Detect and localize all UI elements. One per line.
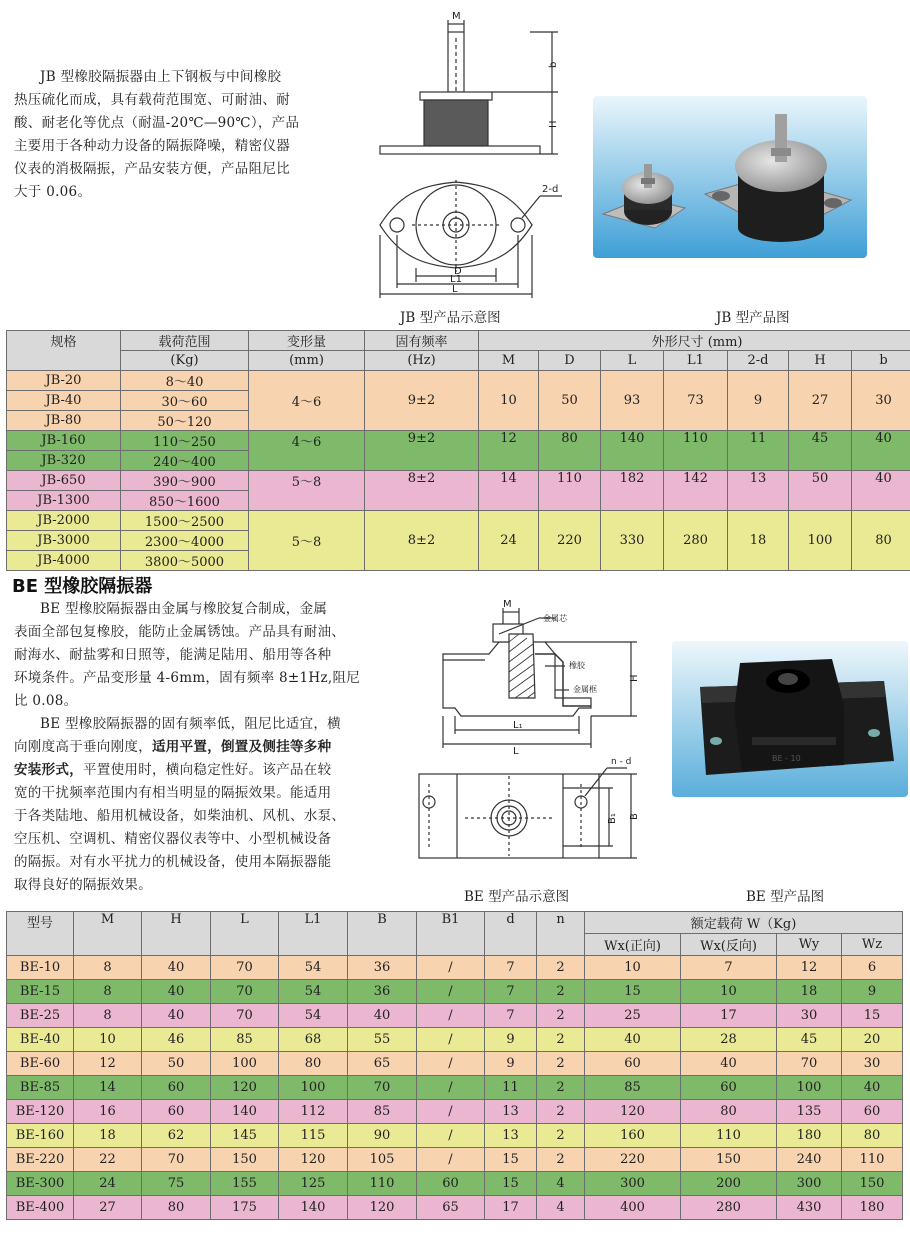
be-value-cell: 100 [211, 1052, 279, 1076]
jb-dim: 10 [479, 371, 539, 431]
jb-dim: 142 [664, 471, 728, 511]
table-row [7, 1172, 903, 1196]
be-value-cell: 80 [142, 1196, 211, 1220]
be-desc-line: 比 0.08。 [14, 693, 78, 709]
jb-dim: 100 [789, 511, 852, 571]
be-value-cell: 100 [777, 1076, 842, 1100]
table-row [7, 471, 910, 491]
be-value-cell: / [417, 980, 485, 1004]
be-value-cell: 54 [279, 1004, 348, 1028]
jb-dim: 12 [479, 431, 539, 471]
be-value-cell: 68 [279, 1028, 348, 1052]
be-value-cell: 65 [348, 1052, 417, 1076]
be-value-cell: 10 [681, 980, 777, 1004]
be-section-title: BE 型橡胶隔振器 [12, 576, 153, 597]
be-value-cell: 80 [681, 1100, 777, 1124]
be-value-cell: 8 [74, 956, 142, 980]
be-value-cell: 40 [142, 980, 211, 1004]
table-row [7, 1196, 903, 1220]
be-header-load-col: Wx(反向) [681, 934, 777, 956]
jb-dim-l1-label: L1 [450, 274, 462, 285]
jb-model: JB-2000 [7, 511, 121, 531]
jb-header-spec: 规格 [7, 331, 121, 371]
be-model-cell: BE-220 [7, 1148, 74, 1172]
jb-model: JB-80 [7, 411, 121, 431]
jb-freq: 9±2 [365, 371, 479, 431]
be-desc-line: BE 型橡胶隔振器由金属与橡胶复合制成，金属 [40, 601, 328, 617]
be-value-cell: 80 [842, 1124, 903, 1148]
be-value-cell: / [417, 1148, 485, 1172]
be-frame-label: 金属框 [573, 685, 597, 694]
jb-dim: 110 [664, 431, 728, 471]
be-value-cell: 54 [279, 956, 348, 980]
jb-diagram [372, 10, 572, 300]
be-value-cell: 13 [485, 1100, 537, 1124]
be-value-cell: 65 [417, 1196, 485, 1220]
table-row [7, 956, 903, 980]
be-value-cell: 4 [537, 1196, 585, 1220]
be-model-cell: BE-120 [7, 1100, 74, 1124]
be-value-cell: 9 [485, 1052, 537, 1076]
jb-dim: 93 [601, 371, 664, 431]
be-desc-line: 的隔振。对有水平扰力的机械设备，使用本隔振器能 [14, 854, 332, 870]
jb-dim: 45 [789, 431, 852, 471]
be-photo-caption: BE 型产品图 [746, 889, 825, 905]
jb-dim: 9 [728, 371, 789, 431]
jb-header-dim-col: L1 [664, 351, 728, 371]
be-model-cell: BE-10 [7, 956, 74, 980]
be-value-cell: 36 [348, 980, 417, 1004]
be-value-cell: 160 [585, 1124, 681, 1148]
be-value-cell: 115 [279, 1124, 348, 1148]
jb-dim: 13 [728, 471, 789, 511]
jb-deform: 4～6 [249, 371, 365, 431]
be-value-cell: 15 [485, 1148, 537, 1172]
table-row [7, 1076, 903, 1100]
be-value-cell: 180 [777, 1124, 842, 1148]
be-desc-line [14, 736, 404, 759]
be-value-cell: 55 [348, 1028, 417, 1052]
be-value-cell: / [417, 1052, 485, 1076]
be-value-cell: 120 [279, 1148, 348, 1172]
table-row [7, 371, 910, 391]
be-value-cell: 300 [777, 1172, 842, 1196]
table-row [7, 1148, 903, 1172]
be-dim-h-label: H [629, 674, 640, 682]
jb-diagram-caption: JB 型产品示意图 [400, 310, 501, 326]
jb-dim: 220 [539, 511, 601, 571]
jb-dim: 27 [789, 371, 852, 431]
be-diagram [415, 598, 650, 880]
be-header-col: L [211, 912, 279, 956]
be-value-cell: 2 [537, 1076, 585, 1100]
table-row [7, 980, 903, 1004]
be-model-cell: BE-40 [7, 1028, 74, 1052]
jb-dim-2d-label: 2-d [542, 184, 559, 195]
be-value-cell: / [417, 1028, 485, 1052]
be-value-cell: 85 [211, 1028, 279, 1052]
table-row [7, 1052, 903, 1076]
jb-dim: 80 [852, 511, 910, 571]
be-value-cell: 4 [537, 1172, 585, 1196]
be-header-col: B1 [417, 912, 485, 956]
be-dim-b1-label: B₁ [607, 813, 618, 824]
be-header-col: M [74, 912, 142, 956]
be-desc-line: 耐海水、耐盐雾和日照等，能满足陆用、船用等各种 [14, 647, 332, 663]
be-value-cell: 85 [348, 1100, 417, 1124]
be-desc-line: BE 型橡胶隔振器的固有频率低，阻尼比适宜，横 [40, 716, 341, 732]
jb-header-deform-unit: (mm) [249, 351, 365, 371]
be-value-cell: 135 [777, 1100, 842, 1124]
jb-deform: 5～8 [249, 511, 365, 571]
jb-model: JB-20 [7, 371, 121, 391]
be-value-cell: 40 [142, 956, 211, 980]
be-model-cell: BE-85 [7, 1076, 74, 1100]
be-desc-line: 宽的干扰频率范围内有相当明显的隔振效果。能适用 [14, 785, 332, 801]
be-value-cell: 6 [842, 956, 903, 980]
be-value-cell: 120 [585, 1100, 681, 1124]
be-value-cell: 10 [585, 956, 681, 980]
be-dim-l-label: L [513, 746, 519, 757]
be-value-cell: 60 [681, 1076, 777, 1100]
be-value-cell: 2 [537, 956, 585, 980]
be-value-cell: 70 [142, 1148, 211, 1172]
jb-header-dims: 外形尺寸 (mm) [479, 331, 910, 351]
jb-intro-line: 酸、耐老化等优点（耐温-20℃—90℃），产品 [14, 115, 300, 131]
jb-load: 390～900 [121, 471, 249, 491]
be-value-cell: 27 [74, 1196, 142, 1220]
be-value-cell: 140 [279, 1196, 348, 1220]
jb-header-dim-col: M [479, 351, 539, 371]
jb-intro-line: 仪表的消极隔振，产品安装方便，产品阻尼比 [14, 161, 290, 177]
be-value-cell: 9 [485, 1028, 537, 1052]
jb-model: JB-320 [7, 451, 121, 471]
jb-load: 2300～4000 [121, 531, 249, 551]
be-value-cell: 400 [585, 1196, 681, 1220]
be-value-cell: 45 [777, 1028, 842, 1052]
be-description [14, 598, 404, 897]
jb-dim: 40 [852, 431, 910, 471]
be-desc-text: 平置使用时，横向稳定性好。该产品在较 [83, 762, 332, 778]
be-value-cell: 100 [279, 1076, 348, 1100]
jb-dim: 11 [728, 431, 789, 471]
be-value-cell: 30 [777, 1004, 842, 1028]
jb-header-dim-col: b [852, 351, 910, 371]
jb-spec-table [6, 330, 910, 571]
jb-intro-line: JB 型橡胶隔振器由上下钢板与中间橡胶 [40, 69, 282, 85]
jb-dim-d-label: D [454, 266, 462, 277]
jb-dim: 182 [601, 471, 664, 511]
be-value-cell: 17 [485, 1196, 537, 1220]
jb-photo-caption: JB 型产品图 [716, 310, 790, 326]
jb-model: JB-650 [7, 471, 121, 491]
jb-dim: 18 [728, 511, 789, 571]
be-model-cell: BE-300 [7, 1172, 74, 1196]
be-desc-line: 环境条件。产品变形量 4-6mm，固有频率 8±1Hz,阻尼 [14, 670, 361, 686]
jb-header-dim-col: 2-d [728, 351, 789, 371]
be-value-cell: 2 [537, 1100, 585, 1124]
jb-load: 30～60 [121, 391, 249, 411]
be-value-cell: 80 [279, 1052, 348, 1076]
be-model-cell: BE-400 [7, 1196, 74, 1220]
table-row [7, 1004, 903, 1028]
be-desc-line: 表面全部包复橡胶，能防止金属锈蚀。产品具有耐油、 [14, 624, 346, 640]
be-header-model: 型号 [7, 912, 74, 956]
be-value-cell: 70 [348, 1076, 417, 1100]
be-value-cell: 40 [142, 1004, 211, 1028]
be-value-cell: 18 [74, 1124, 142, 1148]
jb-deform: 5～8 [249, 471, 365, 511]
be-header-load-col: Wz [842, 934, 903, 956]
be-value-cell: 300 [585, 1172, 681, 1196]
be-value-cell: 24 [74, 1172, 142, 1196]
jb-freq: 8±2 [365, 471, 479, 511]
be-value-cell: 155 [211, 1172, 279, 1196]
jb-model: JB-160 [7, 431, 121, 451]
be-header-col: L1 [279, 912, 348, 956]
be-value-cell: 30 [842, 1052, 903, 1076]
jb-load: 110～250 [121, 431, 249, 451]
jb-dim: 24 [479, 511, 539, 571]
be-value-cell: / [417, 1004, 485, 1028]
be-value-cell: 40 [681, 1052, 777, 1076]
be-header-col: n [537, 912, 585, 956]
jb-load: 50～120 [121, 411, 249, 431]
be-header-col: d [485, 912, 537, 956]
be-value-cell: 17 [681, 1004, 777, 1028]
be-value-cell: 110 [348, 1172, 417, 1196]
jb-dim-l-label: L [452, 284, 458, 295]
jb-load: 240～400 [121, 451, 249, 471]
jb-dim: 110 [539, 471, 601, 511]
be-value-cell: 60 [142, 1076, 211, 1100]
be-header-load-col: Wx(正向) [585, 934, 681, 956]
be-value-cell: 60 [417, 1172, 485, 1196]
jb-dim-h-label: H [548, 120, 559, 128]
be-value-cell: 105 [348, 1148, 417, 1172]
be-value-cell: / [417, 1124, 485, 1148]
jb-dim: 50 [789, 471, 852, 511]
be-core-label: 金属芯 [543, 614, 567, 623]
be-value-cell: 70 [211, 956, 279, 980]
be-value-cell: 7 [485, 980, 537, 1004]
be-value-cell: 18 [777, 980, 842, 1004]
be-spec-table [6, 911, 903, 1220]
be-photo-stamp: BE - 10 [772, 754, 801, 763]
be-value-cell: 8 [74, 980, 142, 1004]
be-header-load: 额定载荷 W（Kg) [585, 912, 903, 934]
jb-header-load-unit: (Kg) [121, 351, 249, 371]
be-model-cell: BE-160 [7, 1124, 74, 1148]
be-desc-line: 空压机、空调机、精密仪器仪表等中、小型机械设备 [14, 831, 332, 847]
be-desc-line: 于各类陆地、船用机械设备，如柴油机、风机、水泵、 [14, 808, 346, 824]
jb-header-freq: 固有频率 [365, 331, 479, 351]
jb-dim: 140 [601, 431, 664, 471]
jb-header-load: 载荷范围 [121, 331, 249, 351]
jb-freq: 9±2 [365, 431, 479, 471]
be-value-cell: 145 [211, 1124, 279, 1148]
be-value-cell: 40 [585, 1028, 681, 1052]
be-value-cell: / [417, 956, 485, 980]
jb-header-deform: 变形量 [249, 331, 365, 351]
be-model-cell: BE-15 [7, 980, 74, 1004]
be-value-cell: 15 [585, 980, 681, 1004]
be-value-cell: 7 [681, 956, 777, 980]
be-desc-emphasis: 适用平置，倒置及侧挂等多种 [152, 739, 332, 755]
be-nd-label: n - d [611, 757, 632, 767]
be-desc-text: 向刚度高于垂向刚度， [14, 739, 152, 755]
jb-dim: 330 [601, 511, 664, 571]
jb-model: JB-1300 [7, 491, 121, 511]
be-value-cell: 150 [211, 1148, 279, 1172]
jb-product-photo [593, 96, 867, 258]
be-model-cell: BE-25 [7, 1004, 74, 1028]
be-value-cell: 14 [74, 1076, 142, 1100]
be-value-cell: 2 [537, 980, 585, 1004]
jb-dim-m-label: M [452, 11, 461, 22]
be-value-cell: 60 [585, 1052, 681, 1076]
jb-dim: 73 [664, 371, 728, 431]
be-value-cell: 240 [777, 1148, 842, 1172]
be-value-cell: / [417, 1076, 485, 1100]
be-value-cell: 220 [585, 1148, 681, 1172]
jb-header-dim-col: D [539, 351, 601, 371]
jb-model: JB-40 [7, 391, 121, 411]
be-value-cell: 62 [142, 1124, 211, 1148]
be-value-cell: 36 [348, 956, 417, 980]
be-value-cell: 2 [537, 1052, 585, 1076]
table-row [7, 431, 910, 451]
be-product-photo [672, 641, 908, 797]
table-row [7, 1124, 903, 1148]
be-desc-emphasis: 安装形式， [14, 762, 83, 778]
jb-dim: 80 [539, 431, 601, 471]
be-model-cell: BE-60 [7, 1052, 74, 1076]
be-value-cell: 75 [142, 1172, 211, 1196]
be-value-cell: 150 [681, 1148, 777, 1172]
be-value-cell: 2 [537, 1148, 585, 1172]
jb-header-freq-unit: (Hz) [365, 351, 479, 371]
be-value-cell: 12 [74, 1052, 142, 1076]
jb-model: JB-3000 [7, 531, 121, 551]
be-value-cell: 8 [74, 1004, 142, 1028]
be-value-cell: 2 [537, 1124, 585, 1148]
be-table-body [7, 956, 903, 1220]
be-value-cell: 13 [485, 1124, 537, 1148]
jb-dim: 40 [852, 471, 910, 511]
be-value-cell: 120 [211, 1076, 279, 1100]
be-value-cell: 125 [279, 1172, 348, 1196]
be-value-cell: 2 [537, 1028, 585, 1052]
jb-dim-b-label: b [548, 61, 559, 68]
be-value-cell: 200 [681, 1172, 777, 1196]
jb-intro-line: 大于 0.06。 [14, 184, 92, 200]
be-value-cell: 46 [142, 1028, 211, 1052]
jb-intro-line: 热压硫化而成，具有载荷范围宽、可耐油、耐 [14, 92, 290, 108]
be-value-cell: 180 [842, 1196, 903, 1220]
be-value-cell: 11 [485, 1076, 537, 1100]
be-value-cell: 25 [585, 1004, 681, 1028]
be-value-cell: 28 [681, 1028, 777, 1052]
be-desc-line [14, 759, 404, 782]
be-value-cell: 150 [842, 1172, 903, 1196]
be-value-cell: 10 [74, 1028, 142, 1052]
jb-load: 850～1600 [121, 491, 249, 511]
jb-load: 3800～5000 [121, 551, 249, 571]
jb-model: JB-4000 [7, 551, 121, 571]
jb-dim: 50 [539, 371, 601, 431]
be-value-cell: 7 [485, 1004, 537, 1028]
be-value-cell: 15 [485, 1172, 537, 1196]
jb-load: 1500～2500 [121, 511, 249, 531]
be-dim-l1-label: L₁ [513, 720, 523, 731]
be-value-cell: 60 [842, 1100, 903, 1124]
be-value-cell: 40 [842, 1076, 903, 1100]
be-header-col: H [142, 912, 211, 956]
be-value-cell: 280 [681, 1196, 777, 1220]
be-value-cell: 70 [211, 1004, 279, 1028]
be-value-cell: 140 [211, 1100, 279, 1124]
jb-intro [14, 66, 354, 204]
be-value-cell: 175 [211, 1196, 279, 1220]
be-rubber-label: 橡胶 [569, 661, 585, 670]
be-diagram-caption: BE 型产品示意图 [464, 889, 570, 905]
be-value-cell: 110 [681, 1124, 777, 1148]
jb-freq: 8±2 [365, 511, 479, 571]
be-dim-m-label: M [503, 599, 512, 610]
be-value-cell: 20 [842, 1028, 903, 1052]
be-desc-line: 取得良好的隔振效果。 [14, 877, 152, 893]
jb-header-dim-col: H [789, 351, 852, 371]
jb-dim: 280 [664, 511, 728, 571]
be-value-cell: 112 [279, 1100, 348, 1124]
be-value-cell: 60 [142, 1100, 211, 1124]
table-row [7, 1028, 903, 1052]
jb-dim: 14 [479, 471, 539, 511]
be-value-cell: 70 [211, 980, 279, 1004]
be-value-cell: 2 [537, 1004, 585, 1028]
be-value-cell: 430 [777, 1196, 842, 1220]
be-dim-b-label: B [629, 813, 640, 820]
be-header-load-col: Wy [777, 934, 842, 956]
be-value-cell: 120 [348, 1196, 417, 1220]
be-value-cell: 16 [74, 1100, 142, 1124]
be-value-cell: 15 [842, 1004, 903, 1028]
be-value-cell: 12 [777, 956, 842, 980]
table-row [7, 511, 910, 531]
jb-intro-line: 主要用于各种动力设备的隔振降噪，精密仪器 [14, 138, 290, 154]
be-header-col: B [348, 912, 417, 956]
be-value-cell: 90 [348, 1124, 417, 1148]
be-value-cell: 7 [485, 956, 537, 980]
be-value-cell: 40 [348, 1004, 417, 1028]
jb-load: 8～40 [121, 371, 249, 391]
be-value-cell: 110 [842, 1148, 903, 1172]
be-value-cell: 22 [74, 1148, 142, 1172]
be-value-cell: / [417, 1100, 485, 1124]
be-value-cell: 50 [142, 1052, 211, 1076]
be-value-cell: 70 [777, 1052, 842, 1076]
be-value-cell: 9 [842, 980, 903, 1004]
jb-dim: 30 [852, 371, 910, 431]
jb-deform: 4～6 [249, 431, 365, 471]
table-row [7, 1100, 903, 1124]
be-value-cell: 54 [279, 980, 348, 1004]
be-value-cell: 85 [585, 1076, 681, 1100]
jb-header-dim-col: L [601, 351, 664, 371]
